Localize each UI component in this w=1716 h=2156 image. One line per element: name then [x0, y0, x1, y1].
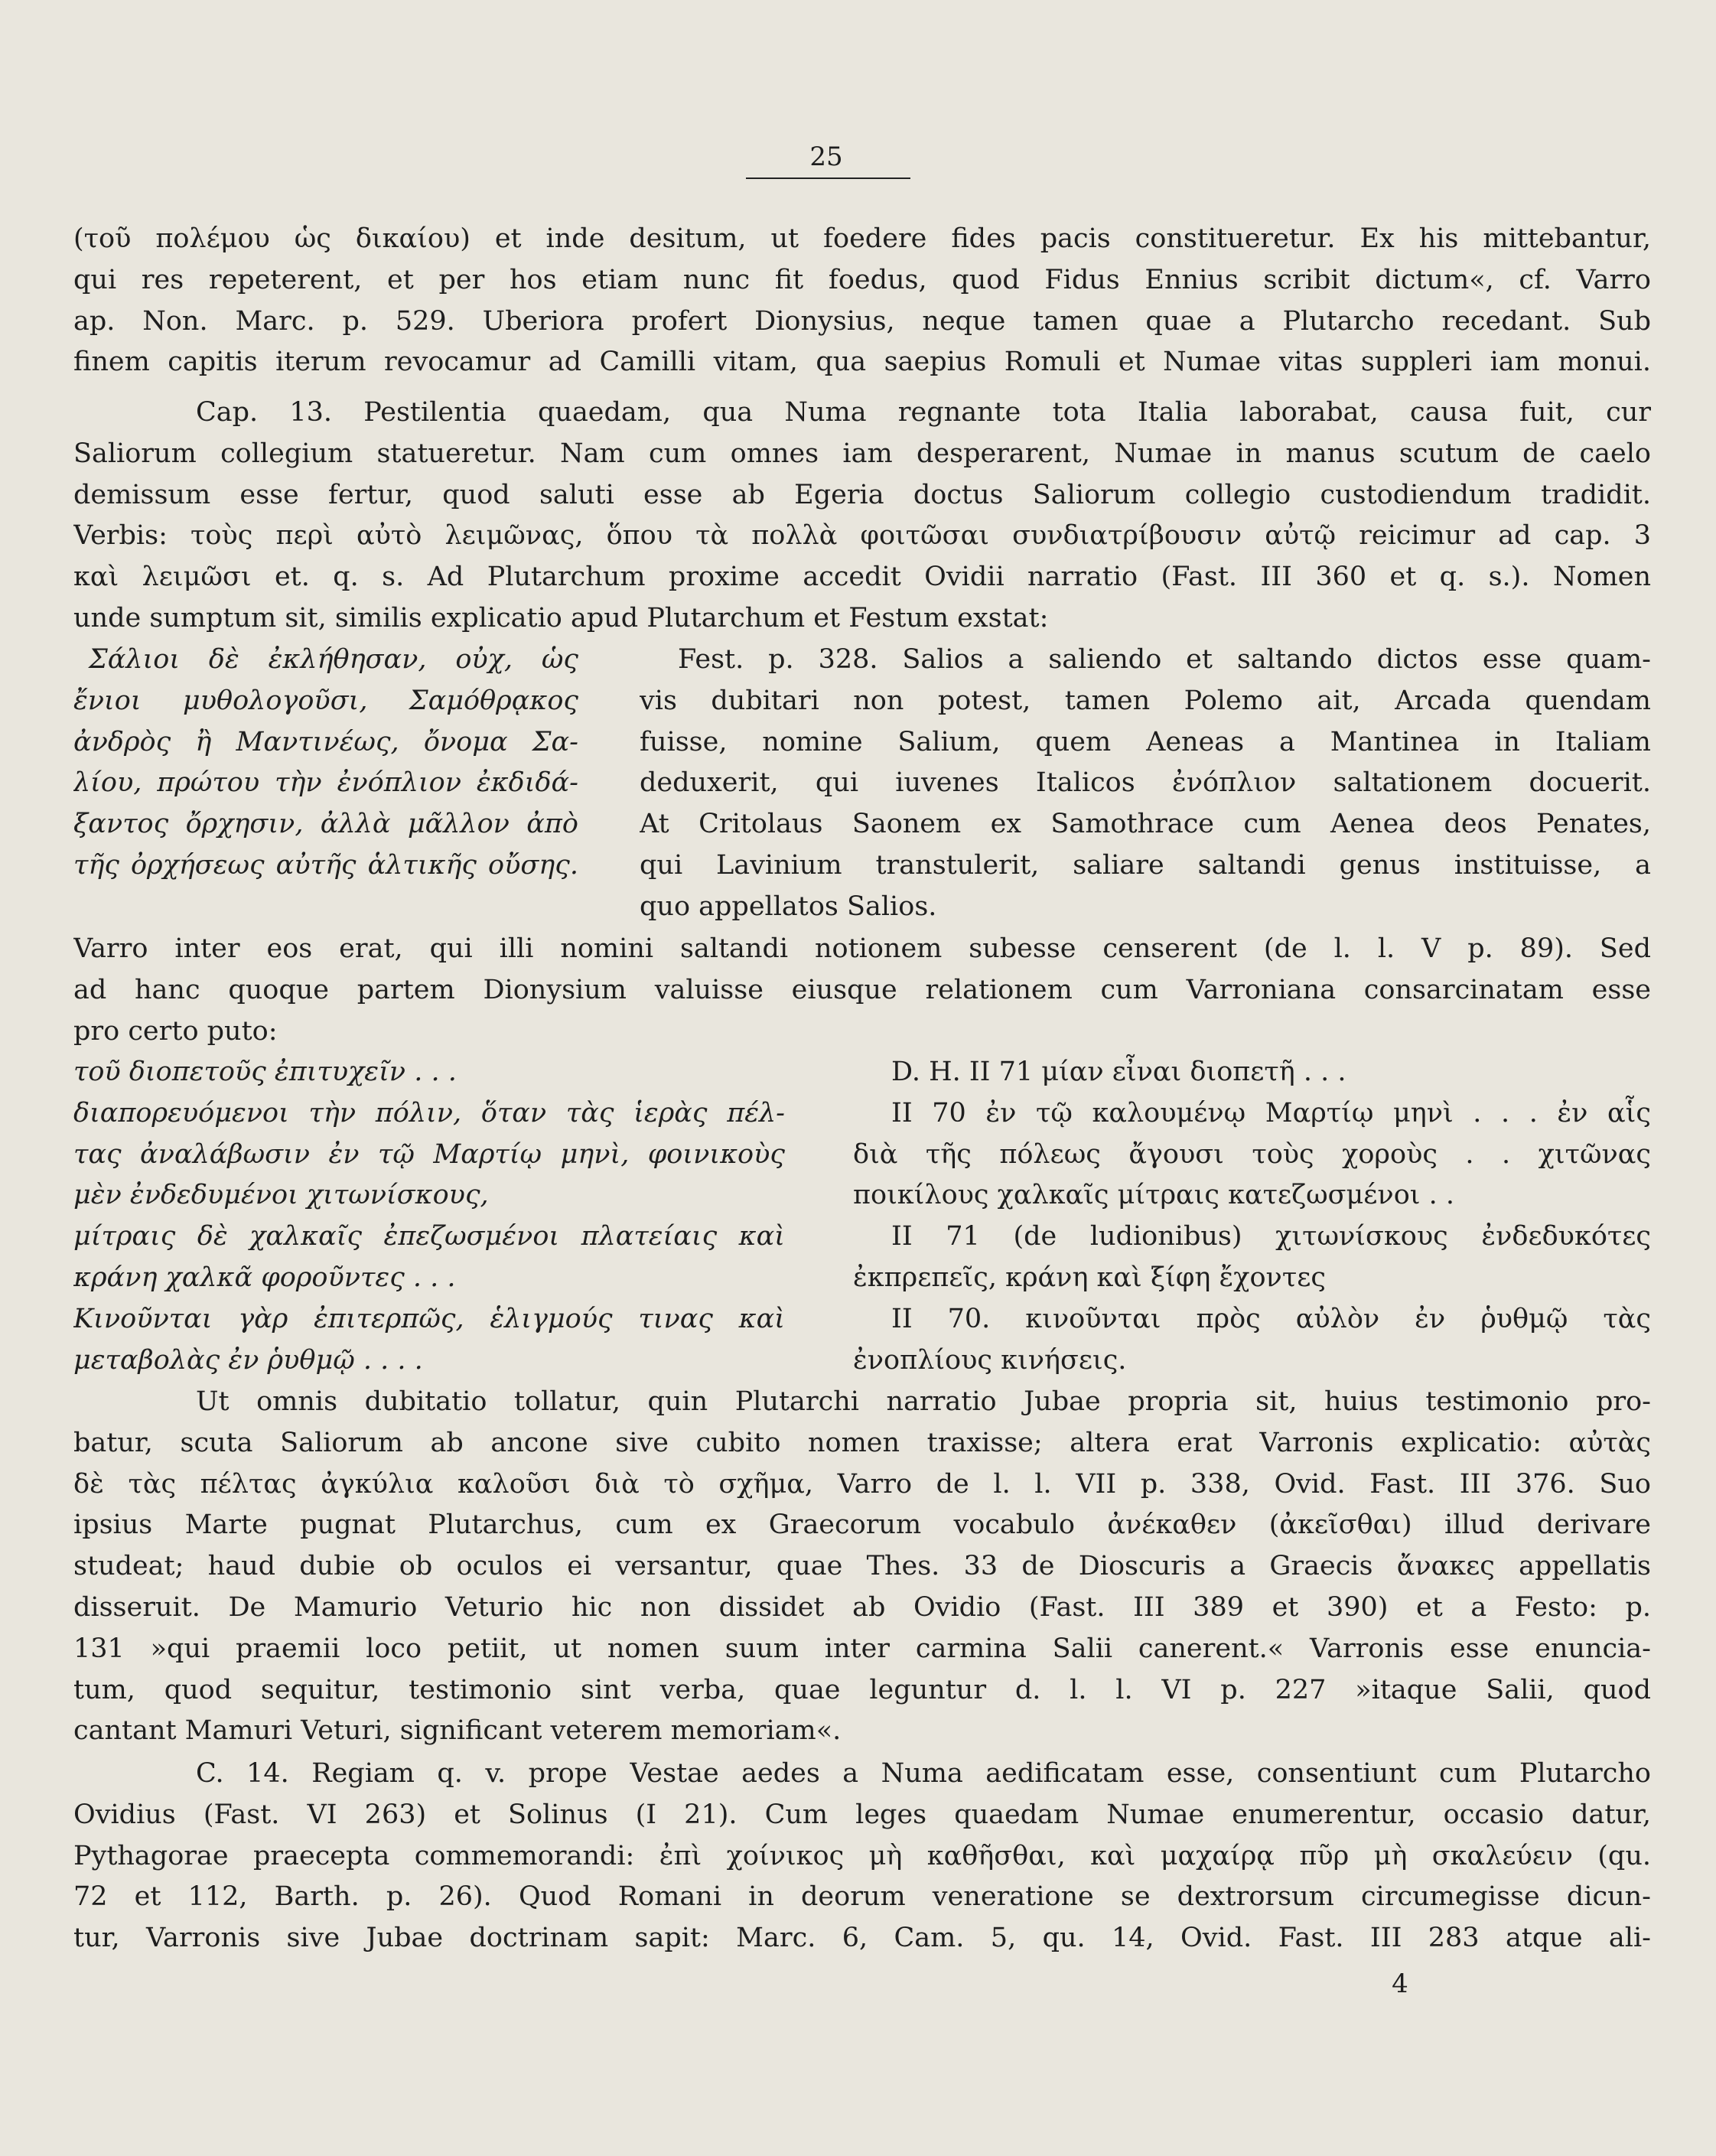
text-line: finem capitis iterum revocamur ad Camilli vitam, qua saepius Romuli et Numae vitas suppleri iam monui.: [73, 347, 1651, 378]
paragraph-varro: [73, 929, 1651, 1052]
text-line: II 71 (de ludionibus) χιτωνίσκους ἐνδεδυκότες: [891, 1221, 1651, 1252]
text-line: διὰ τῆς πόλεως ἄγουσι τοὺς χοροὺς . . χιτῶνας: [853, 1138, 1651, 1170]
paragraph-intro: [73, 219, 1651, 383]
column-dionysius-parallels: [853, 1052, 1651, 1381]
text-line: μεταβολὰς ἐν ῥυθμῷ . . . .: [73, 1344, 423, 1376]
text-line: ἀνδρὸς ἢ Μαντινέως, ὄνομα Σα-: [73, 726, 578, 757]
text-line: Varro inter eos erat, qui illi nomini saltandi notionem subesse censerent (de l. l. V p. 89). Sed: [73, 933, 1651, 964]
text-line: διαπορευόμενοι τὴν πόλιν, ὅταν τὰς ἱερὰς πέλ-: [73, 1097, 785, 1128]
paragraph-ut-omnis: [73, 1382, 1651, 1752]
text-line: ap. Non. Marc. p. 529. Uberiora profert Dionysius, neque tamen quae a Plutarcho recedant. Sub: [73, 305, 1651, 337]
paragraph-cap13: [73, 392, 1651, 640]
paragraph-c14: [73, 1754, 1651, 1959]
text-line: cantant Mamuri Veturi, significant veterem memoriam«.: [73, 1715, 842, 1747]
text-line: κράνη χαλκᾶ φοροῦντες . . .: [73, 1262, 456, 1293]
text-line: λίου, πρώτου τὴν ἐνόπλιον ἐκδιδά-: [73, 767, 578, 799]
text-line: Κινοῦνται γὰρ ἐπιτερπῶς, ἑλιγμούς τινας καὶ: [73, 1303, 785, 1334]
text-line: qui Lavinium transtulerit, saliare saltandi genus instituisse, a: [640, 849, 1651, 881]
text-line: 131 »qui praemii loco petiit, ut nomen suum inter carmina Salii canerent.« Varronis esse enuncia-: [73, 1633, 1651, 1664]
text-line: qui res repeterent, et per hos etiam nunc fit foedus, quod Fidus Ennius scribit dictum«, cf. Varro: [73, 264, 1651, 295]
text-line: vis dubitari non potest, tamen Polemo ait, Arcada quendam: [640, 685, 1651, 716]
text-line: pro certo puto:: [73, 1015, 278, 1047]
text-line: ipsius Marte pugnat Plutarchus, cum ex Graecorum vocabulo ἀνέκαθεν (ἀκεῖσθαι) illud derivare: [73, 1510, 1651, 1541]
text-line: Ovidius (Fast. VI 263) et Solinus (I 21). Cum leges quaedam Numae enumerentur, occasio datur,: [73, 1799, 1651, 1830]
text-line: Verbis: τοὺς περὶ αὐτὸ λειμῶνας, ὅπου τὰ πολλὰ φοιτῶσαι συνδιατρίβουσιν αὐτῷ reicimur ad cap. 3: [73, 520, 1651, 552]
text-line: Pythagorae praecepta commemorandi: ἐπὶ χοίνικος μὴ καθῆσθαι, καὶ μαχαίρᾳ πῦρ μὴ σκαλεύειν (qu.: [73, 1840, 1651, 1871]
text-line: ξαντος ὄρχησιν, ἀλλὰ μᾶλλον ἀπὸ: [73, 809, 578, 840]
text-line: ποικίλους χαλκαῖς μίτραις κατεζωσμένοι . .: [853, 1180, 1454, 1211]
text-line: tum, quod sequitur, testimonio sint verba, quae leguntur d. l. l. VI p. 227 »itaque Salii, quod: [73, 1674, 1651, 1705]
header-rule: [746, 177, 910, 179]
text-line: C. 14. Regiam q. v. prope Vestae aedes a Numa aedificatam esse, consentiunt cum Plutarcho: [196, 1758, 1651, 1789]
text-line: II 70 ἐν τῷ καλουμένῳ Μαρτίῳ μηνὶ . . . ἐν αἷς: [891, 1097, 1651, 1128]
text-line: (τοῦ πολέμου ὡς δικαίου) et inde desitum, ut foedere fides pacis constitueretur. Ex his mittebantur,: [73, 223, 1651, 254]
text-line: τῆς ὀρχήσεως αὐτῆς ἁλτικῆς οὔσης.: [73, 849, 578, 881]
text-line: II 70. κινοῦνται πρὸς αὐλὸν ἐν ῥυθμῷ τὰς: [891, 1303, 1651, 1334]
text-line: unde sumptum sit, similis explicatio apud Plutarchum et Festum exstat:: [73, 602, 1049, 633]
column-plutarch-greek: [73, 640, 578, 887]
text-line: fuisse, nomine Salium, quem Aeneas a Mantinea in Italiam: [640, 726, 1651, 757]
text-line: Ut omnis dubitatio tollatur, quin Plutarchi narratio Jubae propria sit, huius testimonio pro-: [196, 1386, 1651, 1417]
text-line: deduxerit, qui iuvenes Italicos ἐνόπλιον saltationem docuerit.: [640, 767, 1651, 799]
text-line: Cap. 13. Pestilentia quaedam, qua Numa regnante tota Italia laborabat, causa fuit, cur: [196, 397, 1651, 428]
text-line: Σάλιοι δὲ ἐκλήθησαν, οὐχ, ὡς: [89, 644, 578, 675]
text-line: 72 et 112, Barth. p. 26). Quod Romani in deorum veneratione se dextrorsum circumegisse dicun-: [73, 1881, 1651, 1913]
text-line: δὲ τὰς πέλτας ἀγκύλια καλοῦσι διὰ τὸ σχῆμα, Varro de l. l. VII p. 338, Ovid. Fast. III 376. Suo: [73, 1468, 1651, 1500]
parallel-columns-salii: [73, 640, 1651, 930]
text-line: tur, Varronis sive Jubae doctrinam sapit: Marc. 6, Cam. 5, qu. 14, Ovid. Fast. III 283 atque ali-: [73, 1923, 1651, 1954]
text-line: disseruit. De Mamurio Veturio hic non dissidet ab Ovidio (Fast. III 389 et 390) et a Festo: p.: [73, 1591, 1651, 1623]
text-line: Saliorum collegium statueretur. Nam cum omnes iam desperarent, Numae in manus scutum de caelo: [73, 438, 1651, 469]
text-line: quo appellatos Salios.: [640, 891, 937, 922]
text-line: τας ἀναλάβωσιν ἐν τῷ Μαρτίῳ μηνὶ, φοινικοὺς: [73, 1138, 785, 1170]
text-line: At Critolaus Saonem ex Samothrace cum Aenea deos Penates,: [640, 809, 1651, 840]
text-line: ad hanc quoque partem Dionysium valuisse eiusque relationem cum Varroniana consarcinatam esse: [73, 974, 1651, 1005]
text-line: studeat; haud dubie ob oculos ei versantur, quae Thes. 33 de Dioscuris a Graecis ἄνακες appellatis: [73, 1551, 1651, 1582]
page-number: 25: [809, 142, 843, 172]
column-plutarch-parallels: [73, 1052, 785, 1381]
text-line: demissum esse fertur, quod saluti esse ab Egeria doctus Saliorum collegio custodiendum tradidit.: [73, 479, 1651, 510]
text-line: μίτραις δὲ χαλκαῖς ἐπεζωσμένοι πλατείαις καὶ: [73, 1221, 785, 1252]
text-line: D. H. II 71 μίαν εἶναι διοπετῆ . . .: [891, 1057, 1346, 1087]
footer-signature: 4: [1392, 1969, 1408, 1999]
text-line: ἔνιοι μυθολογοῦσι, Σαμόθρᾳκος: [73, 685, 578, 716]
text-line: batur, scuta Saliorum ab ancone sive cubito nomen traxisse; altera erat Varronis explicatio: αὐτὰς: [73, 1427, 1651, 1458]
text-line: μὲν ἐνδεδυμένοι χιτωνίσκους,: [73, 1180, 489, 1211]
text-line: καὶ λειμῶσι et. q. s. Ad Plutarchum proxime accedit Ovidii narratio (Fast. III 360 et q. s.). Nomen: [73, 562, 1651, 593]
text-line: ἐνοπλίους κινήσεις.: [853, 1344, 1127, 1376]
column-festus: [640, 640, 1651, 928]
text-line: τοῦ διοπετοῦς ἐπιτυχεῖν . . .: [73, 1057, 457, 1087]
text-line: Fest. p. 328. Salios a saliendo et saltando dictos esse quam-: [678, 644, 1651, 675]
parallel-columns-dionysius: [73, 1052, 1651, 1389]
text-line: ἐκπρεπεῖς, κράνη καὶ ξίφη ἔχοντες: [853, 1262, 1326, 1293]
